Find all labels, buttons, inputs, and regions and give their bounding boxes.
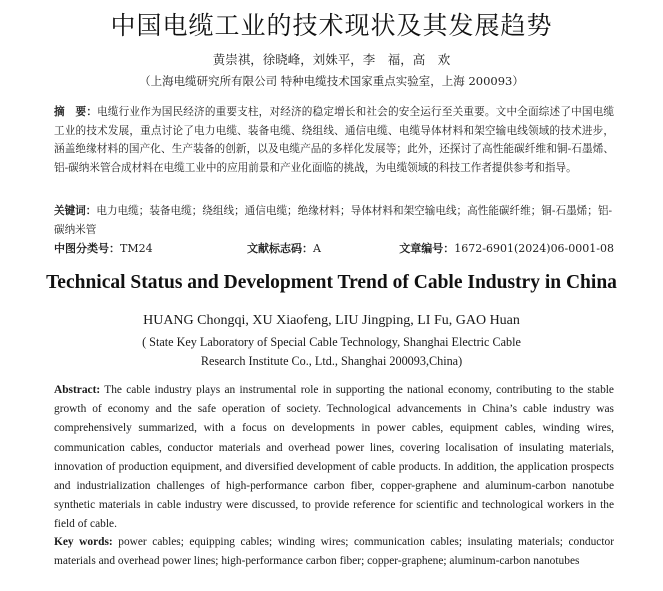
english-title: Technical Status and Development Trend of Cable Industry in China (46, 272, 617, 293)
article-number (399, 240, 614, 256)
document-code (247, 240, 321, 256)
english-authors: HUANG Chongqi, XU Xiaofeng, LIU Jingping, LI Fu, GAO Huan (143, 313, 520, 328)
english-affiliation-line2: Research Institute Co., Ltd., Shanghai 200093,China) (200, 354, 463, 368)
chinese-authors: 黄崇祺，徐晓峰，刘姝平，李 福，高 欢 (212, 52, 451, 67)
english-abstract-text: The cable industry plays an instrumental role in supporting the national economy, contributing to the stable growth of economy and the safe operation of society. Technological advancements in China’s cable industry was comprehensively summarized, with a focus on developments in power cables, equipment cables, winding wires, communication cables, conductor materials and overhead power lines, covering localisation of insulating materials, innovation of production equipment, and diversified development of cable products. In addition, the application prospects and industrialization challenges of high-performance carbon fiber, copper-graphene and aluminum-carbon nanotube synthetic materials in cable industry were discussed, to provide reference for scientific and technological workers in the field of cable. (54, 384, 614, 531)
english-keywords-label: Key words: (54, 536, 113, 548)
chinese-abstract-text: 电缆行业作为国民经济的重要支柱，对经济的稳定增长和社会的安全运行至关重要。文中全面综述了中国电缆工业的技术发展，重点讨论了电力电缆、装备电缆、绕组线、通信电缆、电缆导体材料和架空输电线领域的技术进步，涵盖绝缘材料的国产化、生产装备的创新，以及电缆产品的多样化发展等；此外，还探讨了高性能碳纤维和铜-石墨烯、铝-碳纳米管合成材料在电缆工业中的应用前景和产业化面临的挑战，为电缆领域的科技工作者提供参考和指导。 (54, 106, 614, 174)
english-abstract-label: Abstract: (54, 384, 101, 396)
chinese-title: 中国电缆工业的技术现状及其发展趋势 (110, 11, 553, 40)
clc-value: TM24 (120, 242, 153, 255)
english-affiliation (0, 333, 663, 371)
chinese-keywords (54, 202, 614, 239)
english-keywords (54, 533, 614, 571)
clc-label: 中图分类号： (54, 242, 120, 255)
chinese-abstract (54, 103, 614, 177)
article-number-label: 文章编号： (399, 242, 455, 255)
document-code-value: A (313, 242, 321, 255)
article-meta-row (54, 240, 614, 256)
english-keywords-text: power cables; equipping cables; winding wires; communication cables; insulating materials; conductor materials and overhead power lines; high-performance carbon fiber; copper-graphene; aluminum-carbon nanotubes (54, 536, 615, 567)
clc-number (54, 240, 153, 256)
chinese-keywords-label: 关键词： (54, 205, 97, 217)
english-affiliation-line1: ( State Key Laboratory of Special Cable Technology, Shanghai Electric Cable (142, 335, 521, 349)
article-number-value: 1672-6901(2024)06-0001-08 (454, 242, 614, 255)
chinese-affiliation: （上海电缆研究所有限公司 特种电缆技术国家重点实验室，上海 200093） (139, 74, 524, 88)
chinese-keywords-text: 电力电缆；装备电缆；绕组线；通信电缆；绝缘材料；导体材料和架空输电线；高性能碳纤维；铜-石墨烯；铝-碳纳米管 (54, 205, 613, 236)
english-abstract (54, 381, 614, 535)
document-code-label: 文献标志码： (247, 242, 313, 255)
chinese-abstract-label: 摘 要： (54, 106, 98, 118)
